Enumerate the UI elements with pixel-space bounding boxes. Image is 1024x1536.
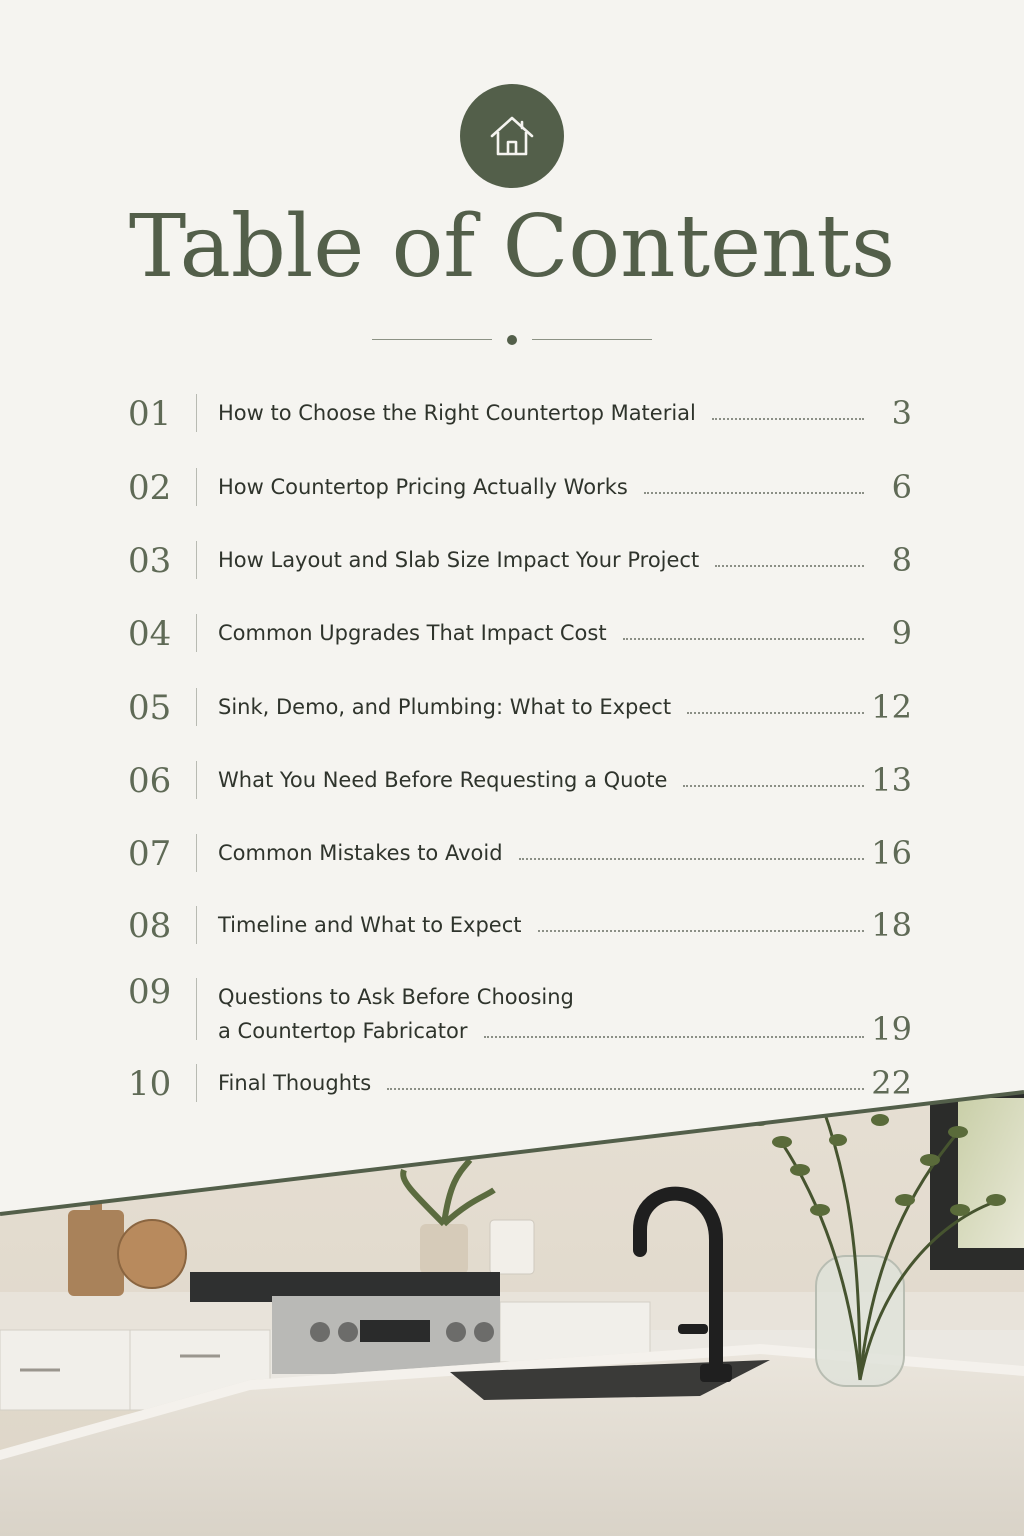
entry-separator [196,906,197,944]
chapter-title: Final Thoughts [218,1071,372,1095]
dot-leader [519,858,864,860]
page-number: 6 [891,468,912,506]
chapter-title: Timeline and What to Expect [218,913,522,937]
toc-entry[interactable] [0,388,1024,438]
kitchen-photo [0,1080,1024,1536]
page-number: 9 [891,614,912,652]
header-badge [460,84,564,188]
entry-separator [196,394,197,432]
chapter-number: 08 [128,906,172,946]
entry-separator [196,468,197,506]
entry-separator [196,834,197,872]
entry-separator [196,614,197,652]
entry-separator [196,761,197,799]
toc-entry[interactable] [0,462,1024,512]
chapter-title: Questions to Ask Before Choosing [218,985,574,1009]
dot-leader [538,930,865,932]
page-number: 12 [871,688,912,726]
chapter-number: 05 [128,688,172,728]
chapter-title-line2: a Countertop Fabricator [218,1019,468,1043]
dot-leader [687,712,864,714]
entry-separator [196,541,197,579]
chapter-number: 04 [128,614,172,654]
title-divider [372,332,652,348]
chapter-number: 01 [128,394,172,434]
chapter-title: Common Mistakes to Avoid [218,841,503,865]
page-title: Table of Contents [128,197,896,297]
toc-entry[interactable] [0,900,1024,950]
dot-leader [644,492,864,494]
chapter-number: 09 [128,972,172,1012]
chapter-number: 02 [128,468,172,508]
page-number: 16 [871,834,912,872]
chapter-title: How Countertop Pricing Actually Works [218,475,628,499]
dot-leader [715,565,864,567]
toc-entry[interactable] [0,828,1024,878]
chapter-number: 06 [128,761,172,801]
entry-separator [196,688,197,726]
chapter-number: 07 [128,834,172,874]
chapter-title: What You Need Before Requesting a Quote [218,768,668,792]
chapter-title: How to Choose the Right Countertop Material [218,401,696,425]
page-number: 8 [891,541,912,579]
toc-entry[interactable] [0,682,1024,732]
dot-leader [683,785,864,787]
house-icon [484,108,540,164]
page-number: 19 [871,1010,912,1048]
toc-entry[interactable] [0,972,1024,1048]
chapter-title: Common Upgrades That Impact Cost [218,621,607,645]
dot-leader [623,638,864,640]
entry-separator [196,978,197,1040]
chapter-title: Sink, Demo, and Plumbing: What to Expect [218,695,672,719]
toc-entry[interactable] [0,608,1024,658]
toc-entry[interactable] [0,535,1024,585]
page-number: 18 [871,906,912,944]
toc-entry[interactable] [0,755,1024,805]
page-number: 13 [871,761,912,799]
page-number: 3 [891,394,912,432]
dot-leader [484,1036,865,1038]
chapter-number: 10 [128,1064,172,1104]
chapter-number: 03 [128,541,172,581]
dot-leader [712,418,864,420]
page-number: 22 [871,1064,912,1102]
chapter-title: How Layout and Slab Size Impact Your Project [218,548,700,572]
